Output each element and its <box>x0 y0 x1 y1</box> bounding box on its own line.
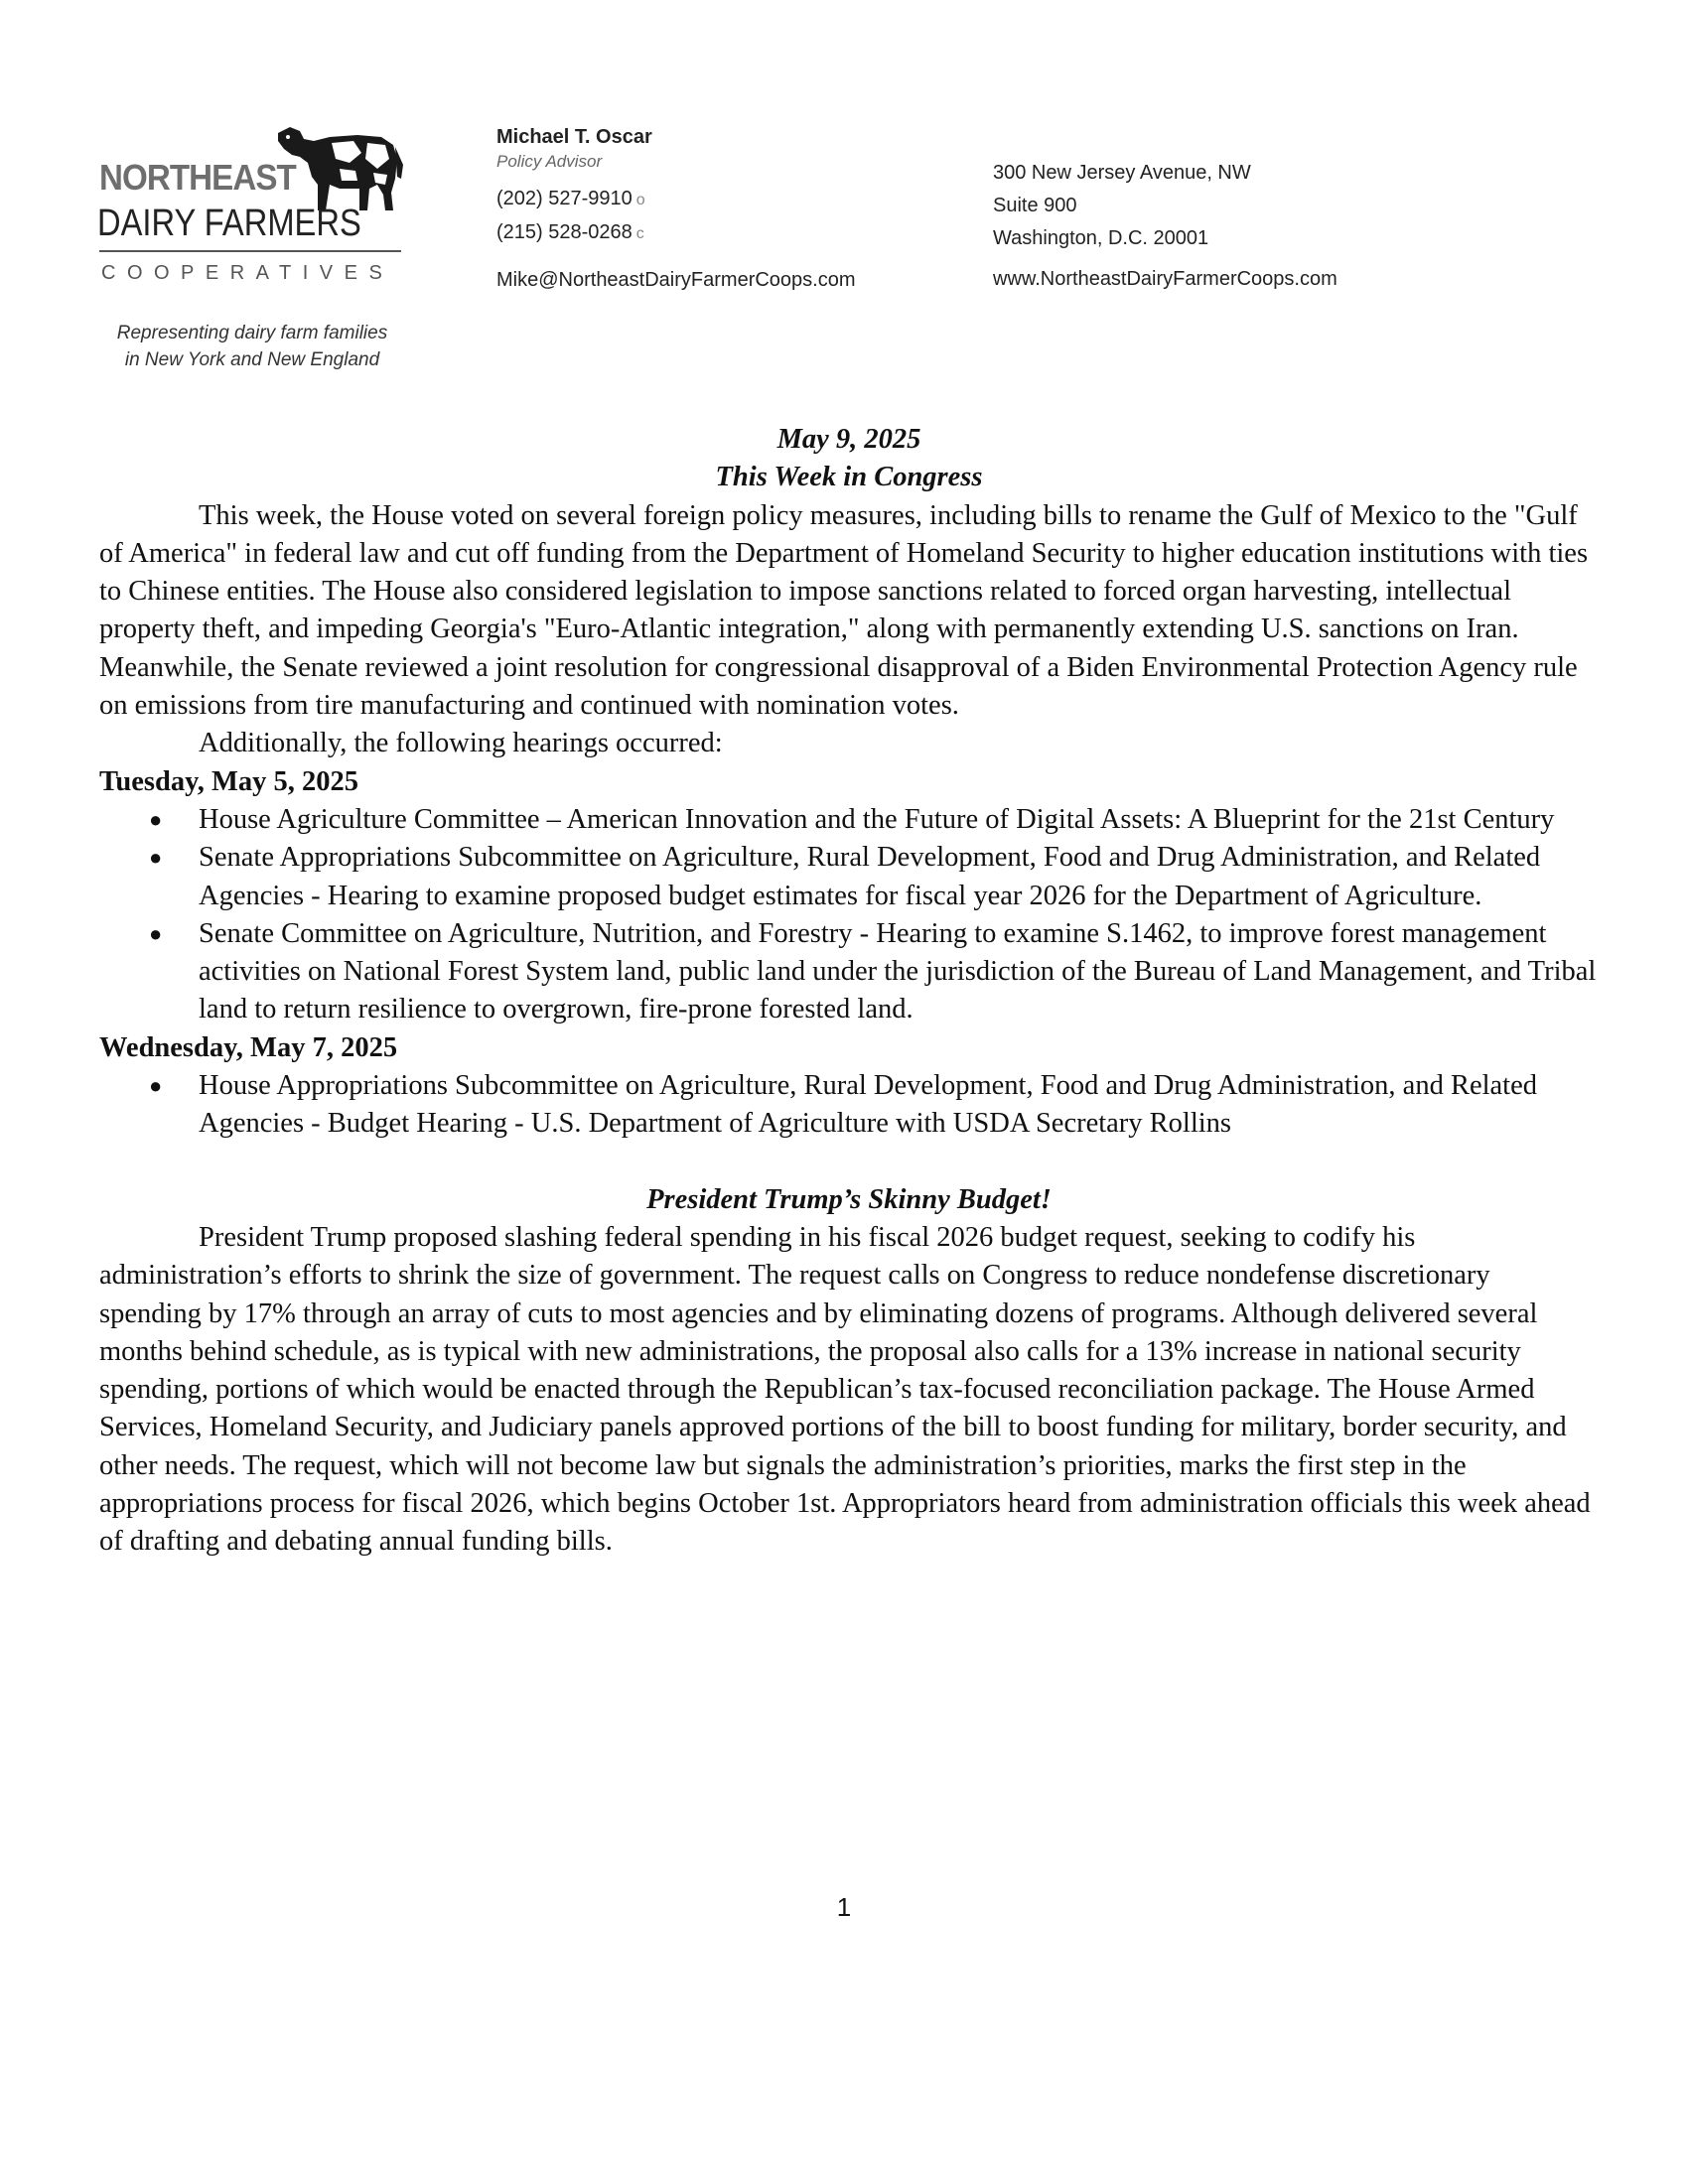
organization-logo <box>95 119 413 377</box>
contact-title: Policy Advisor <box>496 152 603 171</box>
hearings-intro: Additionally, the following hearings occurred: <box>199 728 723 759</box>
page-number: 1 <box>836 1892 852 1922</box>
cell-phone <box>496 216 856 250</box>
intro-paragraph: This week, the House voted on several foreign policy measures, including bills to rename the Gulf of Mexico to the "Gulf of America" in federal law and cut off funding from the Department of Homeland Security to higher education institutions with ties to Chinese entities. The House also considered legislation to impose sanctions related to forced organ harvesting, intellectual property theft, and impeding Georgia's "Euro-Atlantic integration," along with permanently extending U.S. sanctions on Iran. Meanwhile, the Senate reviewed a joint resolution for congressional disapproval of a Biden Environmental Protection Agency rule on emissions from tire manufacturing and continued with nomination votes. <box>99 499 1589 722</box>
hearing-text: Senate Appropriations Subcommittee on Agriculture, Rural Development, Food and Drug Administration, and Related Agencies - Hearing to examine proposed budget estimates for fiscal year 2026 for the Department of Agriculture. <box>199 842 1541 911</box>
document-body <box>99 421 1599 1562</box>
list-item <box>99 915 1599 1029</box>
address-block <box>993 157 1337 296</box>
logo-tagline <box>95 320 409 373</box>
contact-name: Michael T. Oscar <box>496 126 652 148</box>
tagline-line-2: in New York and New England <box>124 349 380 370</box>
website-link[interactable]: www.NortheastDairyFarmerCoops.com <box>993 268 1337 290</box>
address-city: Washington, D.C. 20001 <box>993 227 1209 249</box>
list-item <box>99 801 1599 839</box>
list-item <box>99 839 1599 915</box>
hearing-list-wednesday <box>99 1067 1599 1144</box>
section-spacer <box>99 1144 1599 1181</box>
office-phone-suffix: o <box>635 192 645 208</box>
hearing-list-tuesday <box>99 801 1599 1029</box>
day-heading-wednesday: Wednesday, May 7, 2025 <box>99 1031 398 1063</box>
address-suite: Suite 900 <box>993 195 1077 216</box>
cell-phone-suffix: c <box>635 225 644 242</box>
bullet-icon: ● <box>149 1073 163 1099</box>
logo-line-dairy-farmers: DAIRY FARMERS <box>97 203 361 244</box>
bullet-icon: ● <box>149 806 163 832</box>
document-title: This Week in Congress <box>715 462 983 493</box>
logo-line-cooperatives: COOPERATIVES <box>101 262 394 284</box>
bullet-icon: ● <box>149 845 163 871</box>
hearing-text: House Agriculture Committee – American Innovation and the Future of Digital Assets: A Blueprint for the 21st Century <box>199 803 1555 835</box>
hearing-text: Senate Committee on Agriculture, Nutrition, and Forestry - Hearing to examine S.1462, to improve forest management activities on National Forest System land, public land under the jurisdiction of the Bureau of Land Management, and Tribal land to return resilience to overgrown, fire-prone forested land. <box>199 917 1597 1025</box>
office-phone-number: (202) 527-9910 <box>496 188 633 209</box>
address-street: 300 New Jersey Avenue, NW <box>993 162 1251 184</box>
hearing-text: House Appropriations Subcommittee on Agriculture, Rural Development, Food and Drug Administration, and Related Agencies - Budget Hearing - U.S. Department of Agriculture with USDA Secretary Rollins <box>199 1070 1537 1140</box>
bullet-icon: ● <box>149 920 163 946</box>
contact-block <box>496 123 856 297</box>
budget-section-title: President Trump’s Skinny Budget! <box>646 1183 1052 1215</box>
tagline-line-1: Representing dairy farm families <box>116 323 388 343</box>
budget-paragraph: President Trump proposed slashing federal spending in his fiscal 2026 budget request, seeking to codify his administration’s efforts to shrink the size of government. The request calls on Congress to reduce nondefense discretionary spending by 17% through an array of cuts to most agencies and by eliminating dozens of programs. Although delivered several months behind schedule, as is typical with new administrations, the proposal also calls for a 13% increase in national security spending, portions of which would be enacted through the Republican’s tax-focused reconciliation package. The House Armed Services, Homeland Security, and Judiciary panels approved portions of the bill to boost funding for military, border security, and other needs. The request, which will not become law but signals the administration’s priorities, marks the first step in the appropriations process for fiscal 2026, which begins October 1st. Appropriators heard from administration officials this week ahead of drafting and debating annual funding bills. <box>99 1221 1591 1558</box>
day-heading-tuesday: Tuesday, May 5, 2025 <box>99 765 359 797</box>
office-phone <box>496 183 856 216</box>
document-date: May 9, 2025 <box>776 424 921 455</box>
cell-phone-number: (215) 528-0268 <box>496 221 633 243</box>
contact-email[interactable]: Mike@NortheastDairyFarmerCoops.com <box>496 269 856 291</box>
logo-line-northeast: NORTHEAST <box>99 157 296 198</box>
list-item <box>99 1067 1599 1144</box>
logo-divider <box>99 250 401 252</box>
